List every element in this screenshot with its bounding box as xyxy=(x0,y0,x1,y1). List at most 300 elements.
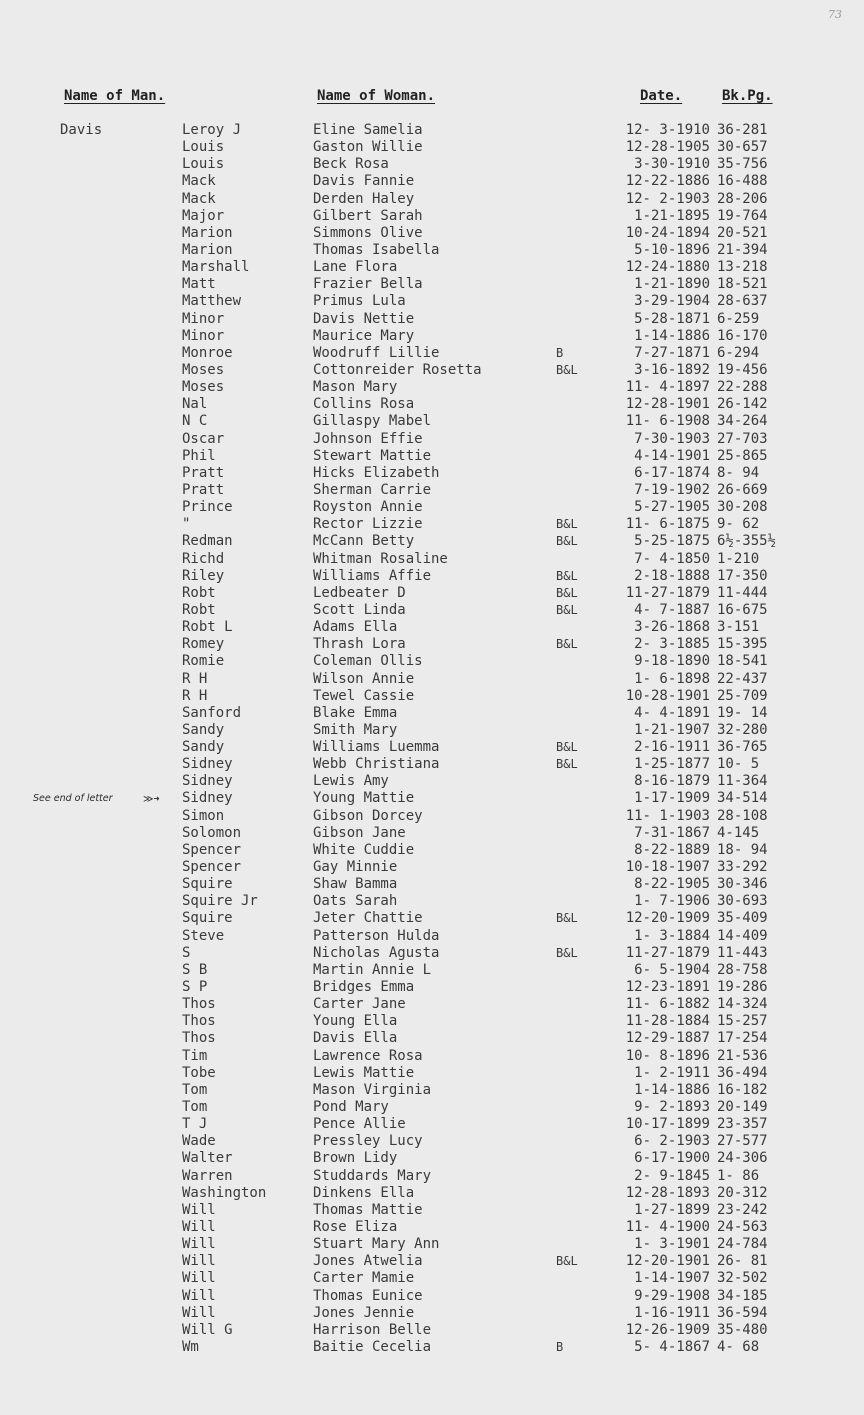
book-page: 17-254 xyxy=(717,1030,768,1047)
woman-name: Whitman Rosaline xyxy=(313,550,448,567)
given-name: Romey xyxy=(182,636,225,653)
woman-name: Ledbeater D xyxy=(313,584,406,601)
marriage-date: 8-22-1889 xyxy=(634,841,710,858)
woman-name: Gaston Willie xyxy=(313,139,423,156)
marriage-date: 1-14-1907 xyxy=(634,1270,710,1287)
marriage-date: 11-27-1879 xyxy=(625,944,710,961)
marriage-date: 1-17-1909 xyxy=(634,790,710,807)
record-mark: B&L xyxy=(556,945,578,960)
woman-name: Gillaspy Mabel xyxy=(313,413,432,430)
marriage-date: 1- 7-1906 xyxy=(634,893,710,910)
marriage-date: 1- 2-1911 xyxy=(634,1064,710,1081)
table-row xyxy=(0,996,864,1013)
given-name: Will xyxy=(182,1219,216,1235)
marriage-date: 1-21-1890 xyxy=(634,276,710,293)
table-row xyxy=(0,1219,864,1236)
book-page: 23-357 xyxy=(717,1116,768,1133)
book-page: 15-395 xyxy=(717,636,768,653)
table-row xyxy=(0,1305,864,1322)
given-name: Solomon xyxy=(182,824,242,841)
table-row xyxy=(0,790,864,807)
table-row xyxy=(0,568,864,585)
record-mark: B&L xyxy=(556,911,578,926)
given-name: Wade xyxy=(182,1133,216,1150)
marriage-date: 12-23-1891 xyxy=(625,979,710,996)
marriage-date: 3-30-1910 xyxy=(634,156,710,173)
table-row xyxy=(0,448,864,465)
given-name: Simon xyxy=(182,807,225,824)
table-row xyxy=(0,1150,864,1167)
woman-name: Davis Nettie xyxy=(313,310,415,327)
book-page: 33-292 xyxy=(717,859,768,876)
book-page: 21-394 xyxy=(717,241,768,258)
marriage-date: 12-20-1901 xyxy=(625,1253,710,1270)
marriage-date: 6- 2-1903 xyxy=(634,1133,710,1150)
table-row xyxy=(0,242,864,259)
marriage-date: 7-19-1902 xyxy=(634,481,710,498)
record-mark: B&L xyxy=(556,740,578,755)
woman-name: McCann Betty xyxy=(313,533,415,550)
marriage-date: 11- 6-1908 xyxy=(625,413,710,430)
woman-name: Primus Lula xyxy=(313,293,406,310)
book-page: 6-259 xyxy=(717,310,760,327)
woman-name: Maurice Mary xyxy=(313,327,415,344)
marriage-date: 12-28-1893 xyxy=(625,1184,710,1201)
record-mark: B&L xyxy=(556,602,578,617)
book-page: 4- 68 xyxy=(717,1338,760,1355)
book-page: 30-208 xyxy=(717,499,768,516)
book-page: 17-350 xyxy=(717,567,768,584)
woman-name: Rector Lizzie xyxy=(313,516,423,533)
table-row xyxy=(0,1339,864,1356)
table-row xyxy=(0,671,864,688)
given-name: Thos xyxy=(182,1030,216,1047)
record-mark: B&L xyxy=(556,757,578,772)
book-page: 22-288 xyxy=(717,379,768,396)
table-row xyxy=(0,516,864,533)
table-row xyxy=(0,859,864,876)
record-mark: B xyxy=(556,345,564,360)
header-name-of-man: Name of Man. xyxy=(64,88,166,104)
given-name: Moses xyxy=(182,379,225,396)
woman-name: Studdards Mary xyxy=(313,1167,432,1184)
woman-name: Frazier Bella xyxy=(313,276,423,293)
marriage-date: 7-31-1867 xyxy=(634,824,710,841)
woman-name: Williams Affie xyxy=(313,567,432,584)
table-row xyxy=(0,259,864,276)
table-row xyxy=(0,979,864,996)
marriage-date: 1- 6-1898 xyxy=(634,670,710,687)
book-page: 22-437 xyxy=(717,670,768,687)
book-page: 26-142 xyxy=(717,396,768,413)
given-name: Sanford xyxy=(182,704,242,721)
woman-name: Thomas Isabella xyxy=(313,241,440,258)
given-name: Marion xyxy=(182,241,233,258)
woman-name: Jeter Chattie xyxy=(313,910,423,927)
table-row xyxy=(0,1253,864,1270)
table-row xyxy=(0,413,864,430)
woman-name: Blake Emma xyxy=(313,704,398,721)
table-row xyxy=(0,156,864,173)
table-row xyxy=(0,345,864,362)
book-page: 30-346 xyxy=(717,876,768,893)
marriage-date: 11- 1-1903 xyxy=(625,807,710,824)
woman-name: Jones Jennie xyxy=(313,1304,415,1321)
book-page: 28-108 xyxy=(717,807,768,824)
book-page: 19- 14 xyxy=(717,704,768,721)
marriage-date: 8-22-1905 xyxy=(634,876,710,893)
given-name: Richd xyxy=(182,550,225,567)
book-page: 35-756 xyxy=(717,156,768,173)
marriage-date: 1-21-1907 xyxy=(634,721,710,738)
table-row xyxy=(0,1065,864,1082)
marriage-date: 12-22-1886 xyxy=(625,173,710,190)
woman-name: Bridges Emma xyxy=(313,979,415,996)
table-row xyxy=(0,893,864,910)
table-row xyxy=(0,293,864,310)
marriage-date: 2-18-1888 xyxy=(634,567,710,584)
book-page: 20-312 xyxy=(717,1184,768,1201)
record-mark: B&L xyxy=(556,1254,578,1269)
book-page: 6-294 xyxy=(717,344,760,361)
marriage-date: 12- 3-1910 xyxy=(625,122,710,138)
woman-name: Nicholas Agusta xyxy=(313,944,440,961)
table-row xyxy=(0,1288,864,1305)
header-name-of-woman: Name of Woman. xyxy=(317,88,436,104)
woman-name: Lewis Mattie xyxy=(313,1064,415,1081)
woman-name: Carter Mamie xyxy=(313,1270,415,1287)
table-row xyxy=(0,139,864,156)
table-row xyxy=(0,739,864,756)
given-name: Sandy xyxy=(182,739,225,756)
table-row xyxy=(0,225,864,242)
record-mark: B&L xyxy=(556,362,578,377)
woman-name: Cottonreider Rosetta xyxy=(313,361,482,378)
record-mark: B xyxy=(556,1339,564,1354)
given-name: Pratt xyxy=(182,464,225,481)
woman-name: Scott Linda xyxy=(313,601,406,618)
book-page: 10- 5 xyxy=(717,756,760,773)
book-page: 27-703 xyxy=(717,430,768,447)
marriage-date: 3-16-1892 xyxy=(634,361,710,378)
given-name: Mack xyxy=(182,173,216,190)
given-name: Tobe xyxy=(182,1064,216,1081)
marriage-date: 11- 6-1882 xyxy=(625,996,710,1013)
record-mark: B&L xyxy=(556,585,578,600)
given-name: S P xyxy=(182,979,208,996)
table-row xyxy=(0,876,864,893)
given-name: Minor xyxy=(182,327,225,344)
woman-name: Lane Flora xyxy=(313,259,398,276)
record-mark: B&L xyxy=(556,637,578,652)
table-row xyxy=(0,362,864,379)
marriage-date: 11- 6-1875 xyxy=(625,516,710,533)
table-row xyxy=(0,1322,864,1339)
marriage-date: 5-27-1905 xyxy=(634,499,710,516)
book-page: 24-306 xyxy=(717,1150,768,1167)
book-page: 4-145 xyxy=(717,824,760,841)
given-name: Nal xyxy=(182,396,208,413)
marriage-date: 9- 2-1893 xyxy=(634,1099,710,1116)
marriage-date: 6-17-1900 xyxy=(634,1150,710,1167)
table-row xyxy=(0,705,864,722)
marriage-date: 12-28-1901 xyxy=(625,396,710,413)
book-page: 35-480 xyxy=(717,1321,768,1338)
table-row xyxy=(0,122,864,139)
table-row xyxy=(0,379,864,396)
marriage-date: 12-26-1909 xyxy=(625,1321,710,1338)
marriage-date: 4- 7-1887 xyxy=(634,601,710,618)
woman-name: Mason Mary xyxy=(313,379,398,396)
woman-name: Davis Fannie xyxy=(313,173,415,190)
table-row xyxy=(0,533,864,550)
book-page: 25-709 xyxy=(717,687,768,704)
table-row xyxy=(0,482,864,499)
woman-name: Martin Annie L xyxy=(313,961,432,978)
given-name: Squire xyxy=(182,910,233,927)
book-page: 18- 94 xyxy=(717,841,768,858)
marriage-date: 2-16-1911 xyxy=(634,739,710,756)
marriage-date: 11-27-1879 xyxy=(625,584,710,601)
table-row xyxy=(0,585,864,602)
given-name: Will xyxy=(182,1270,216,1287)
marriage-date: 2- 3-1885 xyxy=(634,636,710,653)
woman-name: Thrash Lora xyxy=(313,636,406,653)
marriage-date: 1-14-1886 xyxy=(634,327,710,344)
record-mark: B&L xyxy=(556,517,578,532)
marriage-date: 1-14-1886 xyxy=(634,1081,710,1098)
header-book-page: Bk.Pg. xyxy=(722,88,773,104)
woman-name: Derden Haley xyxy=(313,190,415,207)
book-page: 36-494 xyxy=(717,1064,768,1081)
marriage-date: 3-26-1868 xyxy=(634,619,710,636)
woman-name: Smith Mary xyxy=(313,721,398,738)
given-name: R H xyxy=(182,687,208,704)
given-name: Robt xyxy=(182,601,216,618)
book-page: 28-758 xyxy=(717,961,768,978)
book-page: 27-577 xyxy=(717,1133,768,1150)
table-row xyxy=(0,688,864,705)
table-row xyxy=(0,962,864,979)
book-page: 14-324 xyxy=(717,996,768,1013)
woman-name: Gay Minnie xyxy=(313,859,398,876)
table-row xyxy=(0,1048,864,1065)
table-row xyxy=(0,551,864,568)
given-name: Matt xyxy=(182,276,216,293)
given-name: Robt L xyxy=(182,619,233,636)
marriage-date: 10-24-1894 xyxy=(625,224,710,241)
woman-name: Collins Rosa xyxy=(313,396,415,413)
given-name: " xyxy=(182,516,191,533)
given-name: Redman xyxy=(182,533,233,550)
book-page: 36-765 xyxy=(717,739,768,756)
marriage-date: 10-28-1901 xyxy=(625,687,710,704)
woman-name: Williams Luemma xyxy=(313,739,440,756)
marriage-date: 9-18-1890 xyxy=(634,653,710,670)
book-page: 34-185 xyxy=(717,1287,768,1304)
book-page: 18-521 xyxy=(717,276,768,293)
given-name: Thos xyxy=(182,1013,216,1030)
marriage-date: 12-29-1887 xyxy=(625,1030,710,1047)
book-page: 28-637 xyxy=(717,293,768,310)
marriage-date: 7-30-1903 xyxy=(634,430,710,447)
given-name: Sidney xyxy=(182,773,233,790)
given-name: Thos xyxy=(182,996,216,1013)
table-row xyxy=(0,328,864,345)
woman-name: Thomas Eunice xyxy=(313,1287,423,1304)
book-page: 24-563 xyxy=(717,1219,768,1235)
given-name: Spencer xyxy=(182,859,242,876)
book-page: 15-257 xyxy=(717,1013,768,1030)
given-name: Pratt xyxy=(182,481,225,498)
marriage-date: 2- 9-1845 xyxy=(634,1167,710,1184)
woman-name: Gibson Dorcey xyxy=(313,807,423,824)
table-row xyxy=(0,773,864,790)
book-page: 6½-355½ xyxy=(717,533,777,550)
given-name: Will G xyxy=(182,1321,233,1338)
table-row xyxy=(0,1030,864,1047)
book-page: 32-502 xyxy=(717,1270,768,1287)
table-row xyxy=(0,653,864,670)
given-name: Will xyxy=(182,1287,216,1304)
book-page: 11-444 xyxy=(717,584,768,601)
woman-name: Hicks Elizabeth xyxy=(313,464,440,481)
book-page: 20-149 xyxy=(717,1099,768,1116)
book-page: 18-541 xyxy=(717,653,768,670)
marriage-date: 12-20-1909 xyxy=(625,910,710,927)
marriage-date: 1-16-1911 xyxy=(634,1304,710,1321)
woman-name: Baitie Cecelia xyxy=(313,1338,432,1355)
book-page: 34-264 xyxy=(717,413,768,430)
book-page: 35-409 xyxy=(717,910,768,927)
woman-name: Pressley Lucy xyxy=(313,1133,423,1150)
book-page: 36-281 xyxy=(717,122,768,138)
marriage-date: 11- 4-1900 xyxy=(625,1219,710,1235)
table-row xyxy=(0,928,864,945)
woman-name: Young Ella xyxy=(313,1013,398,1030)
table-row xyxy=(0,825,864,842)
marriage-date: 1- 3-1884 xyxy=(634,927,710,944)
book-page: 30-693 xyxy=(717,893,768,910)
woman-name: Thomas Mattie xyxy=(313,1201,423,1218)
book-page: 36-594 xyxy=(717,1304,768,1321)
table-row xyxy=(0,1133,864,1150)
table-row xyxy=(0,1168,864,1185)
book-page: 34-514 xyxy=(717,790,768,807)
woman-name: Oats Sarah xyxy=(313,893,398,910)
book-page: 16-182 xyxy=(717,1081,768,1098)
woman-name: Young Mattie xyxy=(313,790,415,807)
marriage-date: 12-28-1905 xyxy=(625,139,710,156)
given-name: Sandy xyxy=(182,721,225,738)
book-page: 19-764 xyxy=(717,207,768,224)
book-page: 16-488 xyxy=(717,173,768,190)
table-row xyxy=(0,1116,864,1133)
given-name: Moses xyxy=(182,361,225,378)
woman-name: Webb Christiana xyxy=(313,756,440,773)
given-name: Wm xyxy=(182,1338,199,1355)
book-page: 26- 81 xyxy=(717,1253,768,1270)
book-page: 20-521 xyxy=(717,224,768,241)
woman-name: Royston Annie xyxy=(313,499,423,516)
marriage-date: 1-27-1899 xyxy=(634,1201,710,1218)
given-name: S B xyxy=(182,961,208,978)
book-page: 16-170 xyxy=(717,327,768,344)
table-row xyxy=(0,1013,864,1030)
book-page: 28-206 xyxy=(717,190,768,207)
given-name: Will xyxy=(182,1253,216,1270)
woman-name: White Cuddie xyxy=(313,841,415,858)
table-row xyxy=(0,1082,864,1099)
woman-name: Gibson Jane xyxy=(313,824,406,841)
marriage-date: 4- 4-1891 xyxy=(634,704,710,721)
table-row xyxy=(0,910,864,927)
given-name: Mack xyxy=(182,190,216,207)
woman-name: Johnson Effie xyxy=(313,430,423,447)
woman-name: Eline Samelia xyxy=(313,122,423,138)
given-name: Will xyxy=(182,1201,216,1218)
table-row xyxy=(0,173,864,190)
woman-name: Simmons Olive xyxy=(313,224,423,241)
book-page: 13-218 xyxy=(717,259,768,276)
given-name: Major xyxy=(182,207,225,224)
book-page: 1-210 xyxy=(717,550,760,567)
given-name: Phil xyxy=(182,447,216,464)
woman-name: Lewis Amy xyxy=(313,773,389,790)
table-row xyxy=(0,1099,864,1116)
woman-name: Stuart Mary Ann xyxy=(313,1236,440,1253)
record-list xyxy=(0,122,864,1356)
woman-name: Wilson Annie xyxy=(313,670,415,687)
marriage-date: 1-21-1895 xyxy=(634,207,710,224)
book-page: 8- 94 xyxy=(717,464,760,481)
marriage-date: 5-25-1875 xyxy=(634,533,710,550)
side-note: See end of letter xyxy=(33,793,113,804)
marriage-date: 12- 2-1903 xyxy=(625,190,710,207)
given-name: Oscar xyxy=(182,430,225,447)
marriage-date: 5-28-1871 xyxy=(634,310,710,327)
surname: Davis xyxy=(60,122,103,138)
table-row xyxy=(0,431,864,448)
marriage-date: 4-14-1901 xyxy=(634,447,710,464)
book-page: 26-669 xyxy=(717,481,768,498)
given-name: Will xyxy=(182,1304,216,1321)
given-name: S xyxy=(182,944,191,961)
book-page: 11-364 xyxy=(717,773,768,790)
book-page: 1- 86 xyxy=(717,1167,760,1184)
woman-name: Harrison Belle xyxy=(313,1321,432,1338)
given-name: Louis xyxy=(182,156,225,173)
given-name: Walter xyxy=(182,1150,233,1167)
table-row xyxy=(0,1236,864,1253)
woman-name: Rose Eliza xyxy=(313,1219,398,1235)
woman-name: Sherman Carrie xyxy=(313,481,432,498)
woman-name: Dinkens Ella xyxy=(313,1184,415,1201)
woman-name: Pence Allie xyxy=(313,1116,406,1133)
table-row xyxy=(0,636,864,653)
woman-name: Stewart Mattie xyxy=(313,447,432,464)
marriage-date: 1- 3-1901 xyxy=(634,1236,710,1253)
given-name: Tom xyxy=(182,1099,208,1116)
given-name: Squire Jr xyxy=(182,893,258,910)
woman-name: Patterson Hulda xyxy=(313,927,440,944)
table-row xyxy=(0,465,864,482)
record-mark: B&L xyxy=(556,568,578,583)
given-name: Steve xyxy=(182,927,225,944)
given-name: R H xyxy=(182,670,208,687)
given-name: Warren xyxy=(182,1167,233,1184)
given-name: Squire xyxy=(182,876,233,893)
